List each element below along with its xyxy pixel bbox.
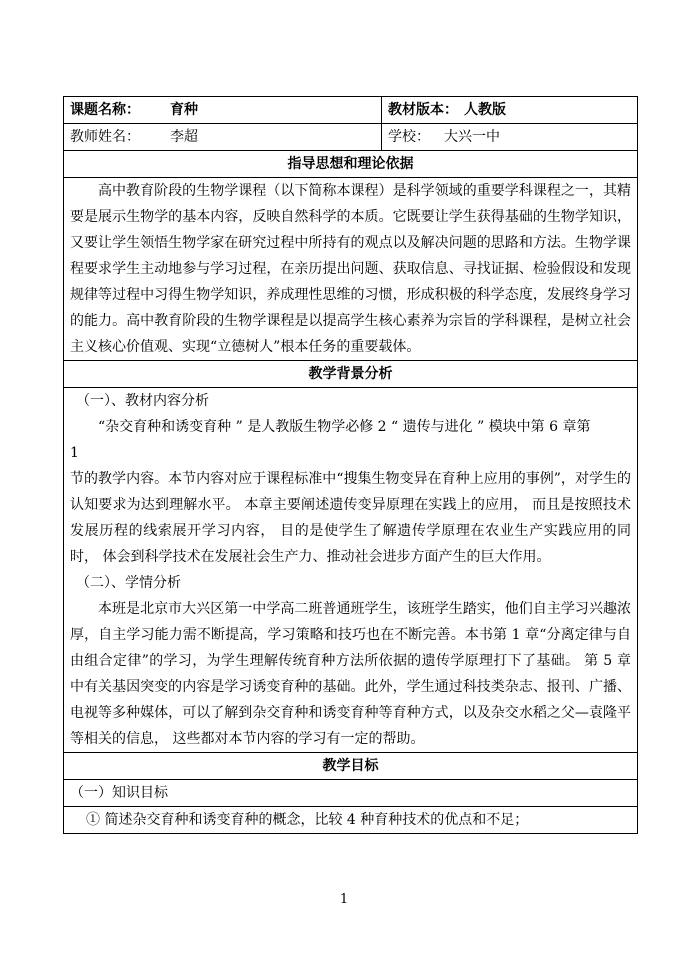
edition-label: 教材版本：: [388, 102, 458, 118]
section1-title-row: [64, 151, 638, 178]
page-number: 1: [339, 892, 349, 907]
section1-title: 指导思想和理论依据: [64, 151, 638, 178]
document-page: [63, 96, 637, 834]
school-cell: [382, 124, 638, 151]
topic-label: 课题名称：: [70, 102, 140, 118]
section2-title-row: [64, 361, 638, 388]
section2-title: 教学背景分析: [64, 361, 638, 388]
lesson-plan-table: [63, 96, 638, 834]
edition-value: 人教版: [464, 102, 506, 118]
textbook-analysis-heading: （一）、教材内容分析: [76, 393, 209, 409]
section3-sub-row: [64, 780, 638, 807]
textbook-analysis-line2: 1: [70, 445, 79, 461]
section1-body: [64, 178, 638, 361]
topic-value: 育种: [170, 102, 198, 118]
topic-row: [64, 97, 638, 124]
section2-body-row: [64, 388, 638, 753]
teacher-label: 教师姓名：: [70, 129, 140, 145]
knowledge-goal-heading: （一）知识目标: [64, 780, 638, 807]
section3-title: 教学目标: [64, 753, 638, 780]
teacher-value: 李超: [170, 129, 198, 145]
textbook-analysis-paragraph: 节的教学内容。本节内容对应于课程标准中“搜集生物变异在育种上应用的事例”，对学生的认知要求为达到理解水平。 本章主要阐述遗传变异原理在实践上的应用， 而且是按照技术发展历程的线索展开学习内容， 目的是使学生了解遗传学原理在农业生产实践应用的同时， 体会到科学技术在发展社会生产力、推动社会进步方面产生的巨大作用。: [70, 471, 631, 565]
teacher-cell: [64, 124, 382, 151]
section1-body-row: [64, 178, 638, 361]
knowledge-goal-item-1: ① 简述杂交育种和诱变育种的概念，比较 4 种育种技术的优点和不足；: [64, 807, 638, 834]
school-label: 学校：: [388, 129, 430, 145]
school-value: 大兴一中: [444, 129, 500, 145]
section2-body: [64, 388, 638, 753]
teacher-row: [64, 124, 638, 151]
textbook-analysis-line1: “杂交育种和诱变育种 ” 是人教版生物学必修 2 “ 遗传与进化 ” 模块中第 6 章第: [98, 419, 591, 435]
section3-item-row: [64, 807, 638, 834]
section3-title-row: [64, 753, 638, 780]
edition-cell: [382, 97, 638, 124]
guiding-theory-paragraph: 高中教育阶段的生物学课程（以下简称本课程）是科学领域的重要学科课程之一，其精要是展示生物学的基本内容，反映自然科学的本质。它既要让学生获得基础的生物学知识，又要让学生领悟生物学家在研究过程中所持有的观点以及解决问题的思路和方法。生物学课程要求学生主动地参与学习过程，在亲历提出问题、获取信息、寻找证据、检验假设和发现规律等过程中习得生物学知识，养成理性思维的习惯，形成积极的科学态度，发展终身学习的能力。高中教育阶段的生物学课程是以提高学生核心素养为宗旨的学科课程，是树立社会主义核心价值观、实现“立德树人”根本任务的重要载体。: [70, 183, 631, 355]
student-analysis-paragraph: 本班是北京市大兴区第一中学高二班普通班学生，该班学生踏实，他们自主学习兴趣浓厚，自主学习能力需不断提高，学习策略和技巧也在不断完善。本书第 1 章“分离定律与自由组合定律”的学习，为学生理解传统育种方法所依据的遗传学原理打下了基础。 第 5 章中有关基因突变的内容是学习诱变育种的基础。此外，学生通过科技类杂志、报刊、广播、电视等多种媒体，可以了解到杂交育种和诱变育种等育种方式，以及杂交水稻之父—袁隆平等相关的信息， 这些都对本节内容的学习有一定的帮助。: [70, 601, 631, 747]
student-analysis-heading: （二）、学情分析: [76, 575, 181, 591]
topic-cell: [64, 97, 382, 124]
